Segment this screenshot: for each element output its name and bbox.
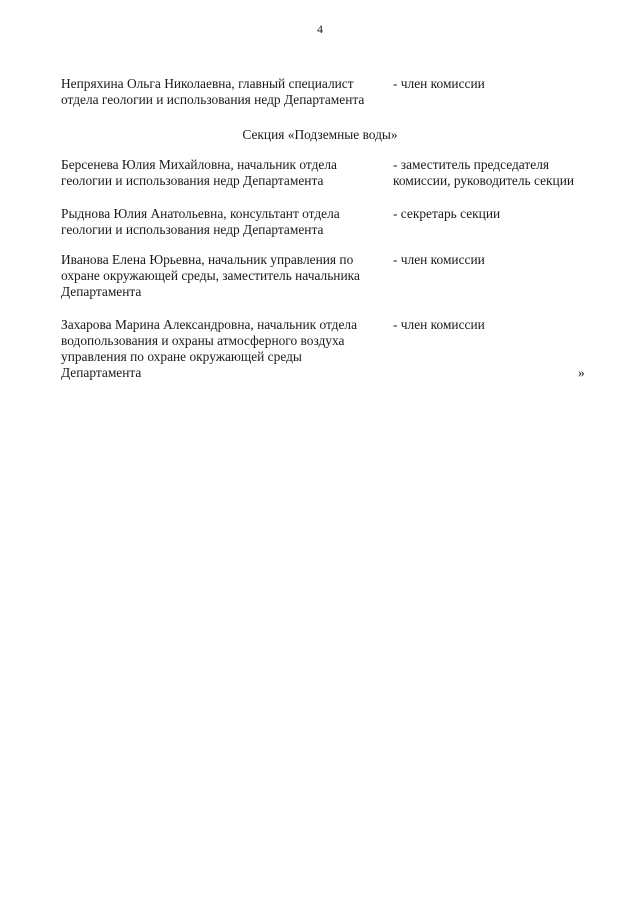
member-name-position: Непряхина Ольга Николаевна, главный специалист отдела геологии и использования недр Департамента xyxy=(61,76,365,107)
member-role: - секретарь секции xyxy=(393,206,501,221)
page-number: 4 xyxy=(317,22,323,36)
member-role: - член комиссии xyxy=(393,317,485,332)
member-name-position: Берсенева Юлия Михайловна, начальник отдела геологии и использования недр Департамента xyxy=(61,157,337,188)
member-role: - заместитель председателя комиссии, руководитель секции xyxy=(393,157,575,188)
member-role: - член комиссии xyxy=(393,252,485,267)
member-name-position: Иванова Елена Юрьевна, начальник управления по охране окружающей среды, заместитель начальника Департамента xyxy=(61,252,360,299)
section-title: Секция «Подземные воды» xyxy=(242,127,398,142)
member-role: - член комиссии xyxy=(393,76,485,91)
member-name-position: Рыднова Юлия Анатольевна, консультант отдела геологии и использования недр Департамента xyxy=(61,206,340,237)
closing-quote-mark: » xyxy=(578,365,585,380)
member-name-position: Захарова Марина Александровна, начальник отдела водопользования и охраны атмосферного воздуха управления по охране окружающей среды Департамента xyxy=(61,317,358,380)
